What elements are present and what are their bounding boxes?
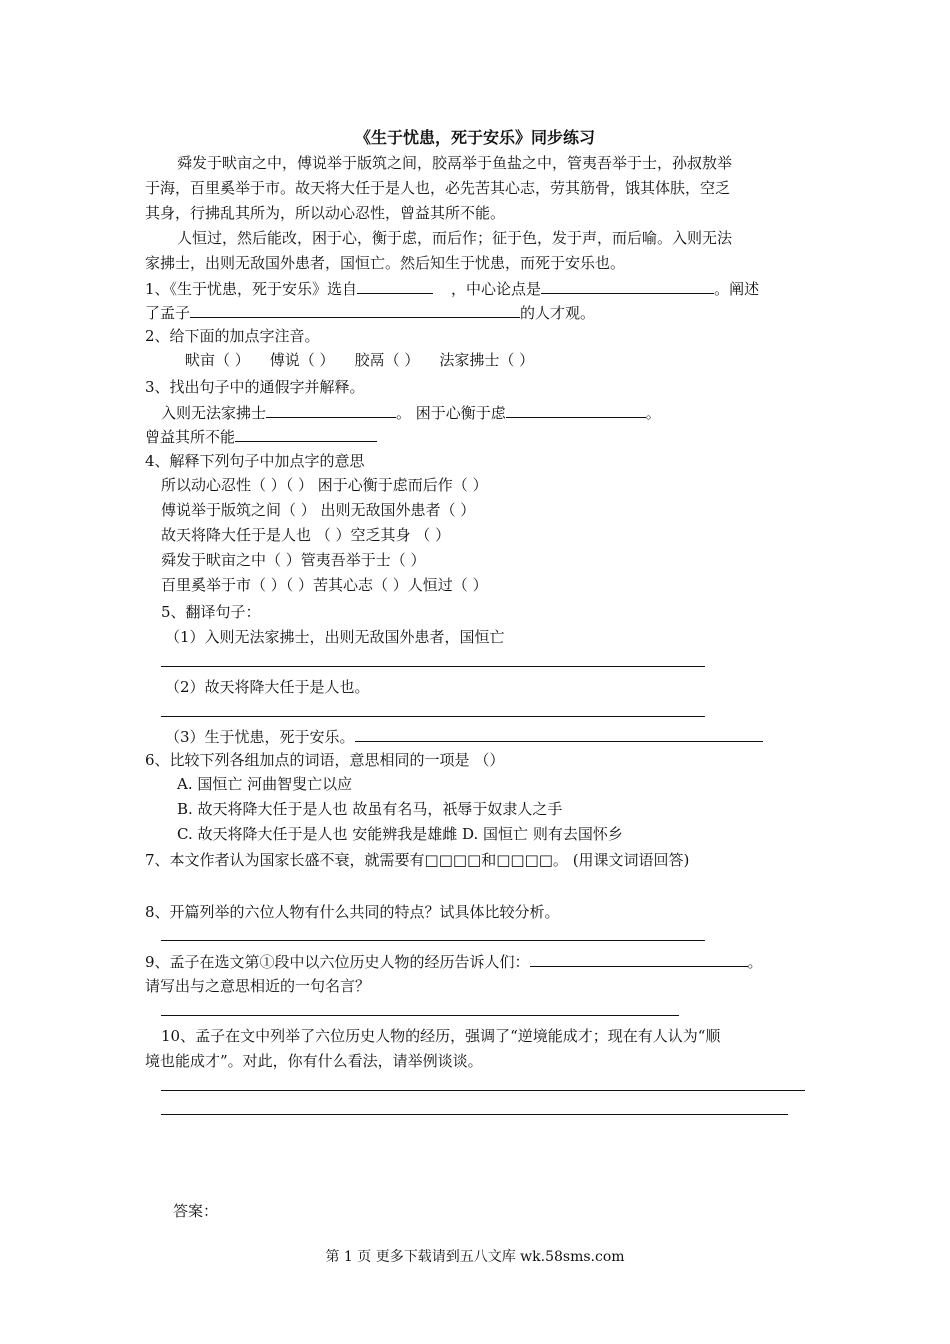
question-9-cont: 请写出与之意思相近的一句名言？ xyxy=(145,977,371,995)
question-8: 8、开篇列举的六位人物有什么共同的特点？试具体比较分析。 xyxy=(145,903,560,921)
question-3-line: 入则无法家拂士 。 困于心衡于虑 。 xyxy=(161,404,661,422)
answer-blank[interactable] xyxy=(357,278,433,294)
question-6-option: A. 国恒亡 河曲智叟亡以应 xyxy=(177,775,353,793)
answer-blank[interactable] xyxy=(355,726,763,742)
answer-blank[interactable] xyxy=(266,402,396,418)
page-title: 《生于忧患，死于安乐》同步练习 xyxy=(354,128,595,147)
passage-line: 于海，百里奚举于市。故天将大任于是人也，必先苦其心志，劳其筋骨，饿其体肤，空乏 xyxy=(145,179,731,197)
question-4-row: 所以动心忍性（ ）（ ） 困于心衡于虑而后作（ ） xyxy=(161,476,488,494)
answer-blank[interactable] xyxy=(530,951,748,967)
question-7: 7、本文作者认为国家长盛不衰，就需要有□□□□和□□□□。 (用课文词语回答) xyxy=(145,851,690,869)
question-4-title: 4、解释下列句子中加点字的意思 xyxy=(145,452,365,470)
answer-line[interactable] xyxy=(161,666,705,667)
answer-blank[interactable] xyxy=(235,426,377,442)
question-2-title: 2、给下面的加点字注音。 xyxy=(145,327,320,345)
question-6-option: B. 故天将降大任于是人也 故虽有名马，祇辱于奴隶人之手 xyxy=(177,800,563,818)
question-9: 9、孟子在选文第①段中以六位历史人物的经历告诉人们： 。 xyxy=(145,953,763,971)
passage-line: 家拂士，出则无敌国外患者，国恒亡。然后知生于忧患，而死于安乐也。 xyxy=(145,254,626,272)
question-4-row: 傅说举于版筑之间（ ） 出则无敌国外患者（ ） xyxy=(161,501,476,519)
question-1: 1、《生于忧患，死于安乐》选自 ，中心论点是 。阐述 xyxy=(145,280,760,298)
question-5-sentence: （2）故天将降大任于是人也。 xyxy=(165,678,370,696)
question-4-row: 故天将降大任于是人也 （ ）空乏其身 （ ） xyxy=(161,526,451,544)
question-3-title: 3、找出句子中的通假字并解释。 xyxy=(145,378,365,396)
answer-blank[interactable] xyxy=(506,402,646,418)
answer-line[interactable] xyxy=(161,1090,805,1091)
passage-line: 舜发于畎亩之中，傅说举于版筑之间，胶鬲举于鱼盐之中，管夷吾举于士，孙叔敖举 xyxy=(177,154,733,172)
question-10: 10、孟子在文中列举了六位历史人物的经历，强调了“逆境能成才；现在有人认为“顺 xyxy=(161,1027,721,1045)
question-10-cont: 境也能成才”。对此，你有什么看法，请举例谈谈。 xyxy=(145,1052,483,1070)
passage-line: 其身，行拂乱其所为，所以动心忍性，曾益其所不能。 xyxy=(145,204,506,222)
question-6-option: C. 故天将降大任于是人也 安能辨我是雄雌 D. 国恒亡 则有去国怀乡 xyxy=(177,825,623,843)
question-6-title: 6、比较下列各组加点的词语，意思相同的一项是 （） xyxy=(145,751,505,769)
answer-line[interactable] xyxy=(161,1015,679,1016)
passage-line: 人恒过，然后能改，困于心，衡于虑，而后作；征于色，发于声，而后喻。入则无法 xyxy=(177,229,733,247)
question-2-items: 畎亩（ ） 傅说（ ） 胶鬲（ ） 法家拂士（ ） xyxy=(185,351,535,369)
answer-blank[interactable] xyxy=(190,302,520,318)
question-5-sentence: （1）入则无法家拂士，出则无敌国外患者，国恒亡 xyxy=(165,628,505,646)
question-5-sentence: （3）生于忧患，死于安乐。 xyxy=(165,726,763,747)
question-4-row: 舜发于畎亩之中（ ）管夷吾举于士（ ） xyxy=(161,551,426,569)
question-5-title: 5、翻译句子： xyxy=(161,603,261,621)
page-footer: 第 1 页 更多下载请到五八文库 wk.58sms.com xyxy=(325,1249,625,1265)
question-3-line: 曾益其所不能 xyxy=(145,426,377,447)
answer-line[interactable] xyxy=(161,940,705,941)
question-1-cont: 了孟子 的人才观。 xyxy=(145,304,596,322)
answer-line[interactable] xyxy=(161,1114,788,1115)
answer-label: 答案： xyxy=(173,1202,219,1220)
answer-line[interactable] xyxy=(161,716,705,717)
question-4-row: 百里奚举于市（ ）（ ）苦其心志（ ）人恒过（ ） xyxy=(161,576,488,594)
answer-blank[interactable] xyxy=(541,278,714,294)
